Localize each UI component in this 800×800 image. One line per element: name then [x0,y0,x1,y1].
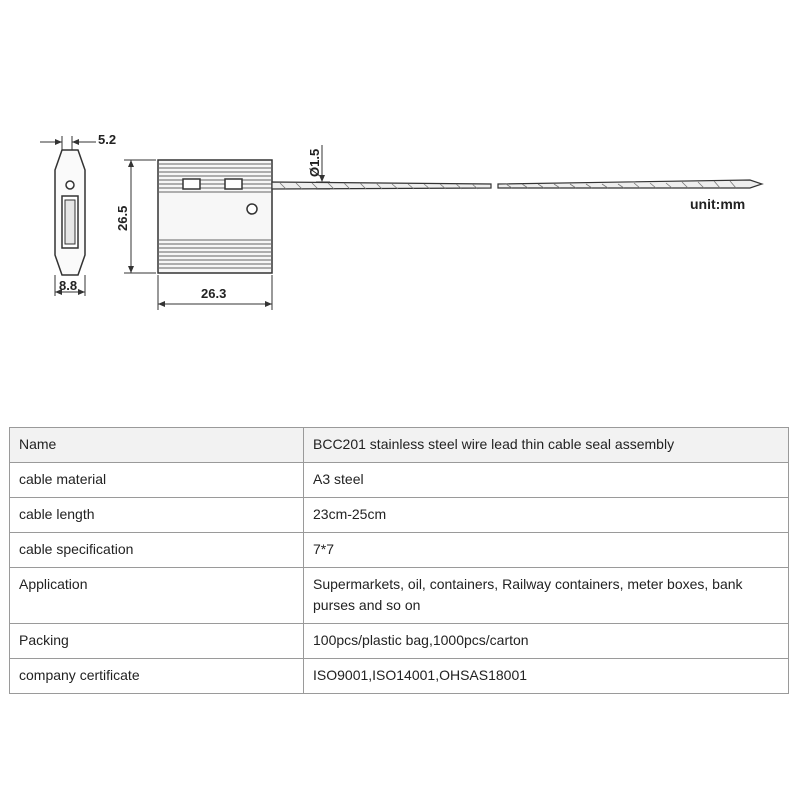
side-view [40,136,96,296]
row-value: 100pcs/plastic bag,1000pcs/carton [304,624,789,659]
row-key: cable specification [10,533,304,568]
row-key: company certificate [10,659,304,694]
cable [272,180,762,189]
row-value: A3 steel [304,463,789,498]
seal-body [158,160,272,273]
table-row [10,624,789,659]
row-value: Supermarkets, oil, containers, Railway containers, meter boxes, bank purses and so on [304,568,789,624]
table-row [10,498,789,533]
side-base-label: 8.8 [59,278,78,293]
table-row [10,533,789,568]
table-row [10,463,789,498]
row-key: Application [10,568,304,624]
side-width-label: 5.2 [98,132,117,147]
table-row [10,659,789,694]
header-key: Name [10,428,304,463]
body-width-label: 26.3 [201,286,227,301]
row-key: cable length [10,498,304,533]
table-header-row [10,428,789,463]
row-key: Packing [10,624,304,659]
row-value: 23cm-25cm [304,498,789,533]
unit-label: unit:mm [690,196,746,212]
row-value: 7*7 [304,533,789,568]
row-value: ISO9001,ISO14001,OHSAS18001 [304,659,789,694]
body-height-label: 26.5 [115,205,130,231]
row-key: cable material [10,463,304,498]
header-value: BCC201 stainless steel wire lead thin cable seal assembly [304,428,789,463]
wire-diameter-label: Ø1.5 [307,148,322,177]
spec-table [9,427,789,694]
table-row [10,568,789,624]
